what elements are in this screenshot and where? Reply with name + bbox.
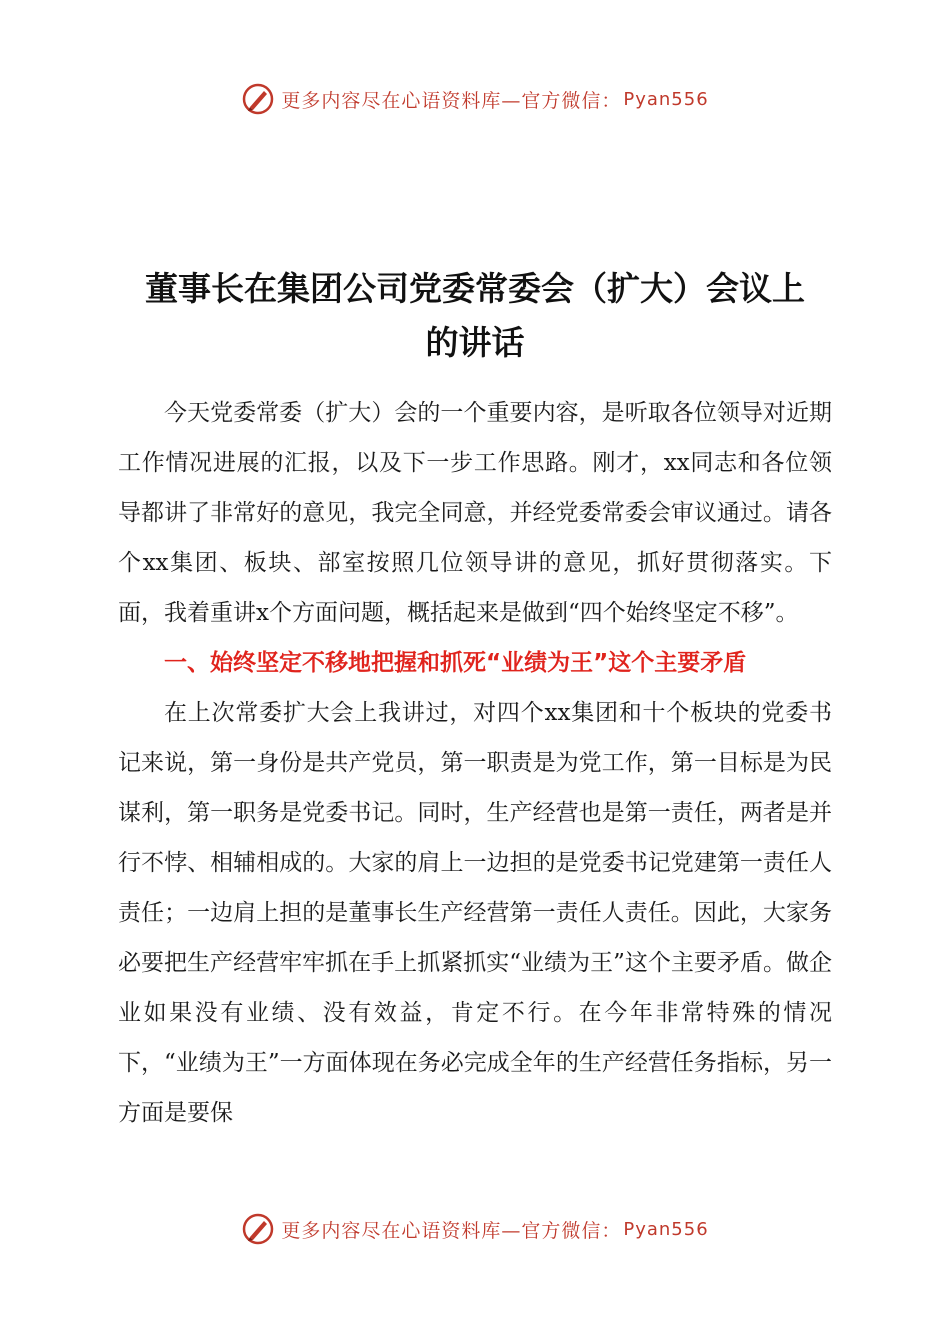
title-line-2: 的讲话: [425, 323, 525, 362]
watermark-text: 更多内容尽在心语资料库—官方微信：: [281, 89, 622, 112]
watermark-footer: [0, 1212, 950, 1246]
paragraph-intro: 今天党委常委（扩大）会的一个重要内容，是听取各位领导对近期工作情况进展的汇报，以及下一步工作思路。刚才，xx同志和各位领导都讲了非常好的意见，我完全同意，并经党委常委会审议通过。请各个xx集团、板块、部室按照几位领导讲的意见，抓好贯彻落实。下面，我着重讲x个方面问题，概括起来是做到“四个始终坚定不移”。: [118, 400, 832, 626]
watermark-text: 更多内容尽在心语资料库—官方微信：: [281, 1219, 622, 1242]
document-body: [118, 388, 832, 1138]
watermark-wechat-id: Pyan556: [623, 88, 709, 110]
section-heading-1: 一、始终坚定不移地把握和抓死“业绩为王”这个主要矛盾: [164, 650, 747, 676]
paragraph-section-1: 在上次常委扩大会上我讲过，对四个xx集团和十个板块的党委书记来说，第一身份是共产党员，第一职责是为党工作，第一目标是为民谋利，第一职务是党委书记。同时，生产经营也是第一责任，两者是并行不悖、相辅相成的。大家的肩上一边担的是党委书记党建第一责任人责任；一边肩上担的是董事长生产经营第一责任人责任。因此，大家务必要把生产经营牢牢抓在手上抓紧抓实“业绩为王”这个主要矛盾。做企业如果没有业绩、没有效益，肯定不行。在今年非常特殊的情况下，“业绩为王”一方面体现在务必完成全年的生产经营任务指标，另一方面是要保: [118, 700, 832, 1126]
pen-logo-icon: [241, 82, 275, 116]
watermark-header: [0, 82, 950, 116]
title-line-1: 董事长在集团公司党委常委会（扩大）会议上: [145, 269, 805, 308]
watermark-wechat-id: Pyan556: [623, 1218, 709, 1240]
pen-logo-icon: [241, 1212, 275, 1246]
document-title: [110, 262, 840, 370]
